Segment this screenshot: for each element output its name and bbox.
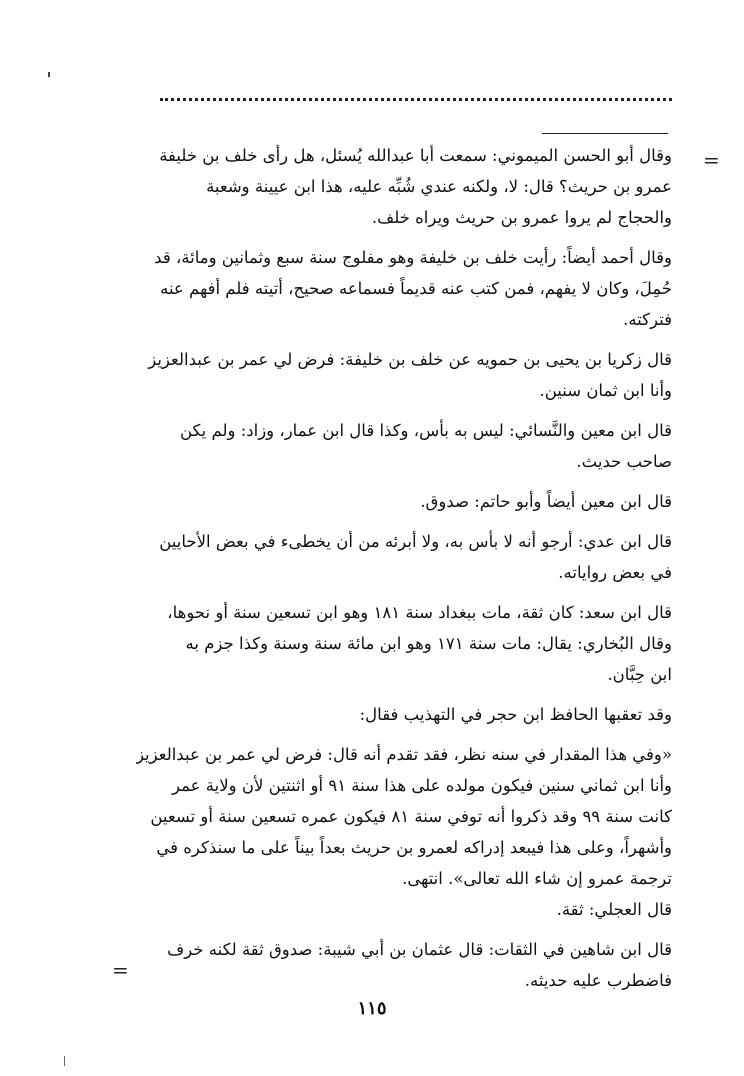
text-line: «وفي هذا المقدار في سنه نظر، فقد تقدم أنه قال: فرض لي عمر بن عبدالعزيز: [136, 745, 672, 764]
text-line: كانت سنة ٩٩ وقد ذكروا أنه توفي سنة ٨١ فيكون عمره تسعين سنة أو تسعين: [150, 807, 672, 826]
paragraph-maymuni: [136, 140, 672, 233]
text-line: والحجاج لم يروا عمرو بن حريث ويراه خلف.: [371, 208, 672, 227]
text-line: قال ابن شاهين في الثقات: قال عثمان بن أبي شيبة: صدوق ثقة لكنه خرف: [167, 940, 672, 959]
text-line: وقد تعقبها الحافظ ابن حجر في التهذيب فقال:: [359, 705, 672, 724]
text-line: ابن حِبَّان.: [607, 665, 672, 684]
text-line: فاضطرب عليه حديثه.: [524, 971, 672, 990]
text-line: قال ابن معين أيضاً وأبو حاتم: صدوق.: [420, 492, 672, 511]
scan-speck: [64, 1056, 65, 1066]
paragraph-zakariya: [136, 344, 672, 406]
text-line: قال ابن سعد: كان ثقة، مات ببغداد سنة ١٨١ وهو ابن تسعين سنة أو نحوها،: [167, 603, 672, 622]
paragraph-ibn-hajar-quote: [136, 739, 672, 925]
text-line: وقال أحمد أيضاً: رأيت خلف بن خليفة وهو مفلوج سنة سبع وثمانين ومائة، قد: [154, 248, 672, 267]
text-line: حُمِلَ، وكان لا يفهم، فمن كتب عنه قديماً فسماعه صحيح، أتيته فلم أفهم عنه: [160, 279, 672, 298]
text-line: وقال البُخاري: يقال: مات سنة ١٧١ وهو ابن مائة سنة وسنة وكذا جزم به: [185, 634, 672, 653]
paragraph-ibn-hajar-intro: [136, 699, 672, 730]
text-line: قال ابن عدي: أرجو أنه لا بأس به، ولا أبرئه من أن يخطىء في بعض الأحايين: [159, 532, 672, 551]
paragraph-ibn-main-abu-hatim: [136, 486, 672, 517]
header-dotted-rule: [160, 98, 672, 101]
margin-mark-top: =: [703, 148, 720, 172]
text-line: في بعض رواياته.: [558, 563, 672, 582]
text-line: قال العجلي: ثقة.: [556, 900, 672, 919]
paragraph-ibn-shahin: [136, 934, 672, 996]
paragraph-ibn-saad: [136, 597, 672, 690]
text-line: قال زكريا بن يحيى بن حمويه عن خلف بن خليفة: فرض لي عمر بن عبدالعزيز: [148, 350, 672, 369]
page-number: ١١٥: [357, 998, 387, 1019]
section-rule: [542, 133, 668, 134]
main-text: [136, 140, 672, 1005]
paragraph-ahmad: [136, 242, 672, 335]
text-line: صاحب حديث.: [576, 452, 672, 471]
text-line: فتركته.: [623, 310, 672, 329]
text-line: ترجمة عمرو إن شاء الله تعالى». انتهى.: [402, 869, 672, 888]
text-line: وقال أبو الحسن الميموني: سمعت أبا عبدالله يُسئل، هل رأى خلف بن خليفة: [159, 146, 672, 165]
paragraph-ibn-main-nasai: [136, 415, 672, 477]
paragraph-ibn-adi: [136, 526, 672, 588]
text-line: وأنا ابن ثمان سنين.: [539, 381, 672, 400]
text-line: عمرو بن حريث؟ قال: لا، ولكنه عندي شُبِّه عليه، هذا ابن عيينة وشعبة: [206, 177, 672, 196]
margin-mark-bottom: =: [112, 958, 129, 982]
text-line: قال ابن معين والنَّسائي: ليس به بأس، وكذا قال ابن عمار، وزاد: ولم يكن: [179, 421, 672, 440]
scan-speck: [48, 72, 50, 77]
text-line: وأنا ابن ثماني سنين فيكون مولده على هذا سنة ٩١ أو اثنتين لأن ولاية عمر: [172, 776, 672, 795]
text-line: وأشهراً، وعلى هذا فيبعد إدراكه لعمرو بن حريث بعداً بيناً على ما سنذكره في: [156, 838, 672, 857]
